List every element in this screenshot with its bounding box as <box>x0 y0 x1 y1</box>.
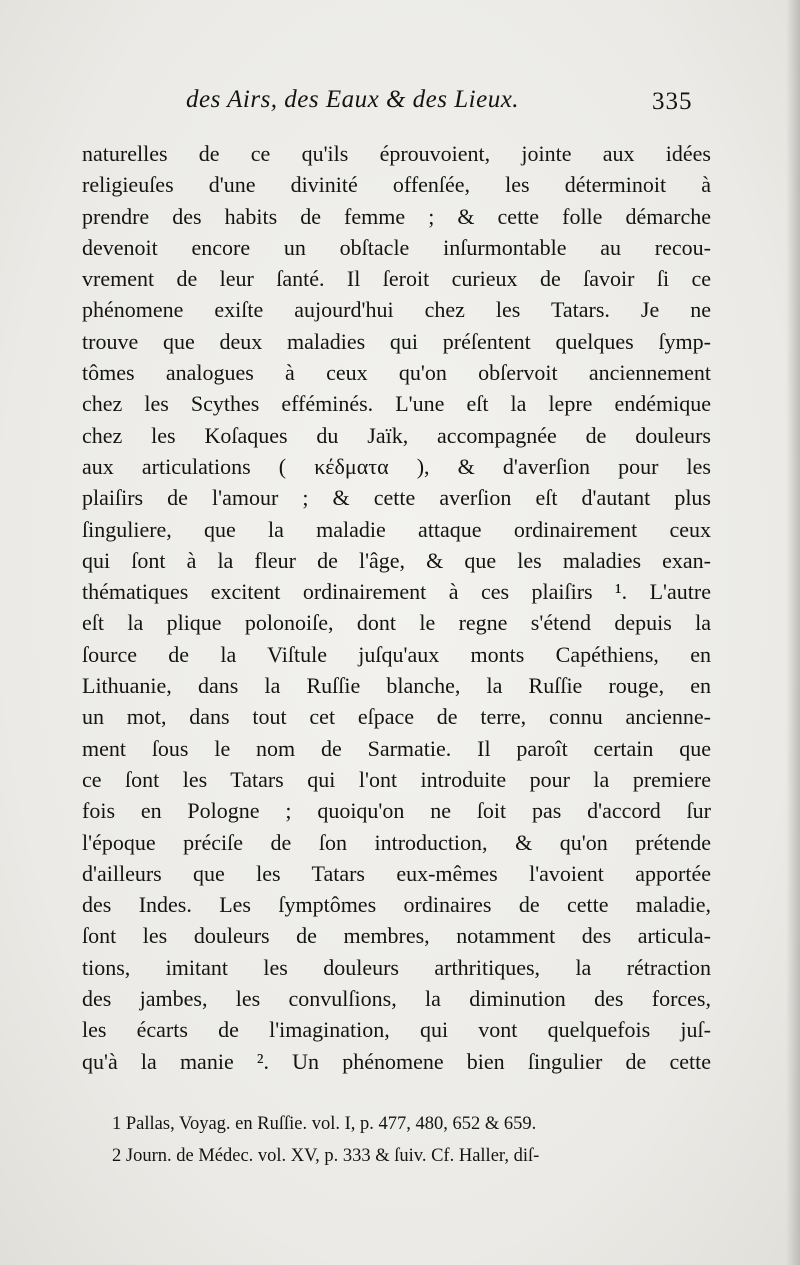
text-line: qu'à la manie ². Un phénomene bien ſingulier de cette <box>82 1048 711 1074</box>
text-line: vrement de leur ſanté. Il ſeroit curieux de ſavoir ſi ce <box>82 266 711 292</box>
running-title: des Airs, des Eaux & des Lieux. <box>186 86 520 113</box>
text-line: fois en Pologne ; quoiqu'on ne ſoit pas d'accord ſur <box>82 798 711 824</box>
text-line: tômes analogues à ceux qu'on obſervoit anciennement <box>82 360 711 386</box>
footnotes <box>112 1108 711 1172</box>
text-line: plaiſirs de l'amour ; & cette averſion eſt d'autant plus <box>82 485 711 511</box>
text-line: tions, imitant les douleurs arthritiques, la rétraction <box>82 954 711 980</box>
text-line: chez les Koſaques du Jaïk, accompagnée de douleurs <box>82 422 711 448</box>
text-line: phénomene exiſte aujourd'hui chez les Tatars. Je ne <box>82 297 711 323</box>
text-line: prendre des habits de femme ; & cette folle démarche <box>82 203 711 229</box>
text-line: ſinguliere, que la maladie attaque ordinairement ceux <box>82 516 711 542</box>
text-line: les écarts de l'imagination, qui vont quelquefois juſ- <box>82 1017 711 1043</box>
footnote-1: 1 Pallas, Voyag. en Ruſſie. vol. I, p. 477, 480, 652 & 659. <box>112 1114 537 1134</box>
text-line: ce ſont les Tatars qui l'ont introduite pour la premiere <box>82 766 711 792</box>
text-line: Lithuanie, dans la Ruſſie blanche, la Ruſſie rouge, en <box>82 673 711 699</box>
page-edge-shadow <box>786 0 800 1265</box>
page-number: 335 <box>652 88 693 115</box>
text-line: des jambes, les convulſions, la diminution des forces, <box>82 986 711 1012</box>
text-line: trouve que deux maladies qui préſentent quelques ſymp- <box>82 328 711 354</box>
text-line: un mot, dans tout cet eſpace de terre, connu ancienne- <box>82 704 711 730</box>
text-line: devenoit encore un obſtacle inſurmontable au recou- <box>82 234 711 260</box>
text-line: aux articulations ( κέδματα ), & d'averſion pour les <box>82 453 711 479</box>
footnote-2: 2 Journ. de Médec. vol. XV, p. 333 & ſuiv. Cf. Haller, diſ- <box>112 1146 540 1166</box>
text-line: qui ſont à la fleur de l'âge, & que les maladies exan- <box>82 547 711 573</box>
text-line: l'époque préciſe de ſon introduction, & qu'on prétende <box>82 829 711 855</box>
text-line: naturelles de ce qu'ils éprouvoient, jointe aux idées <box>82 141 711 166</box>
text-line: chez les Scythes efféminés. L'une eſt la lepre endémique <box>82 391 711 417</box>
text-line: des Indes. Les ſymptômes ordinaires de cette maladie, <box>82 892 711 918</box>
text-line: ſont les douleurs de membres, notamment des articula- <box>82 923 711 949</box>
body-text <box>82 138 711 1077</box>
text-line: thématiques excitent ordinairement à ces plaiſirs ¹. L'autre <box>82 579 711 605</box>
text-line: religieuſes d'une divinité offenſée, les déterminoit à <box>82 172 711 198</box>
text-line: ſource de la Viſtule juſqu'aux monts Capéthiens, en <box>82 641 711 667</box>
page-header <box>0 86 800 122</box>
text-line: d'ailleurs que les Tatars eux-mêmes l'avoient apportée <box>82 860 711 886</box>
text-line: ment ſous le nom de Sarmatie. Il paroît certain que <box>82 735 711 761</box>
text-line: eſt la plique polonoiſe, dont le regne s'étend depuis la <box>82 610 711 636</box>
